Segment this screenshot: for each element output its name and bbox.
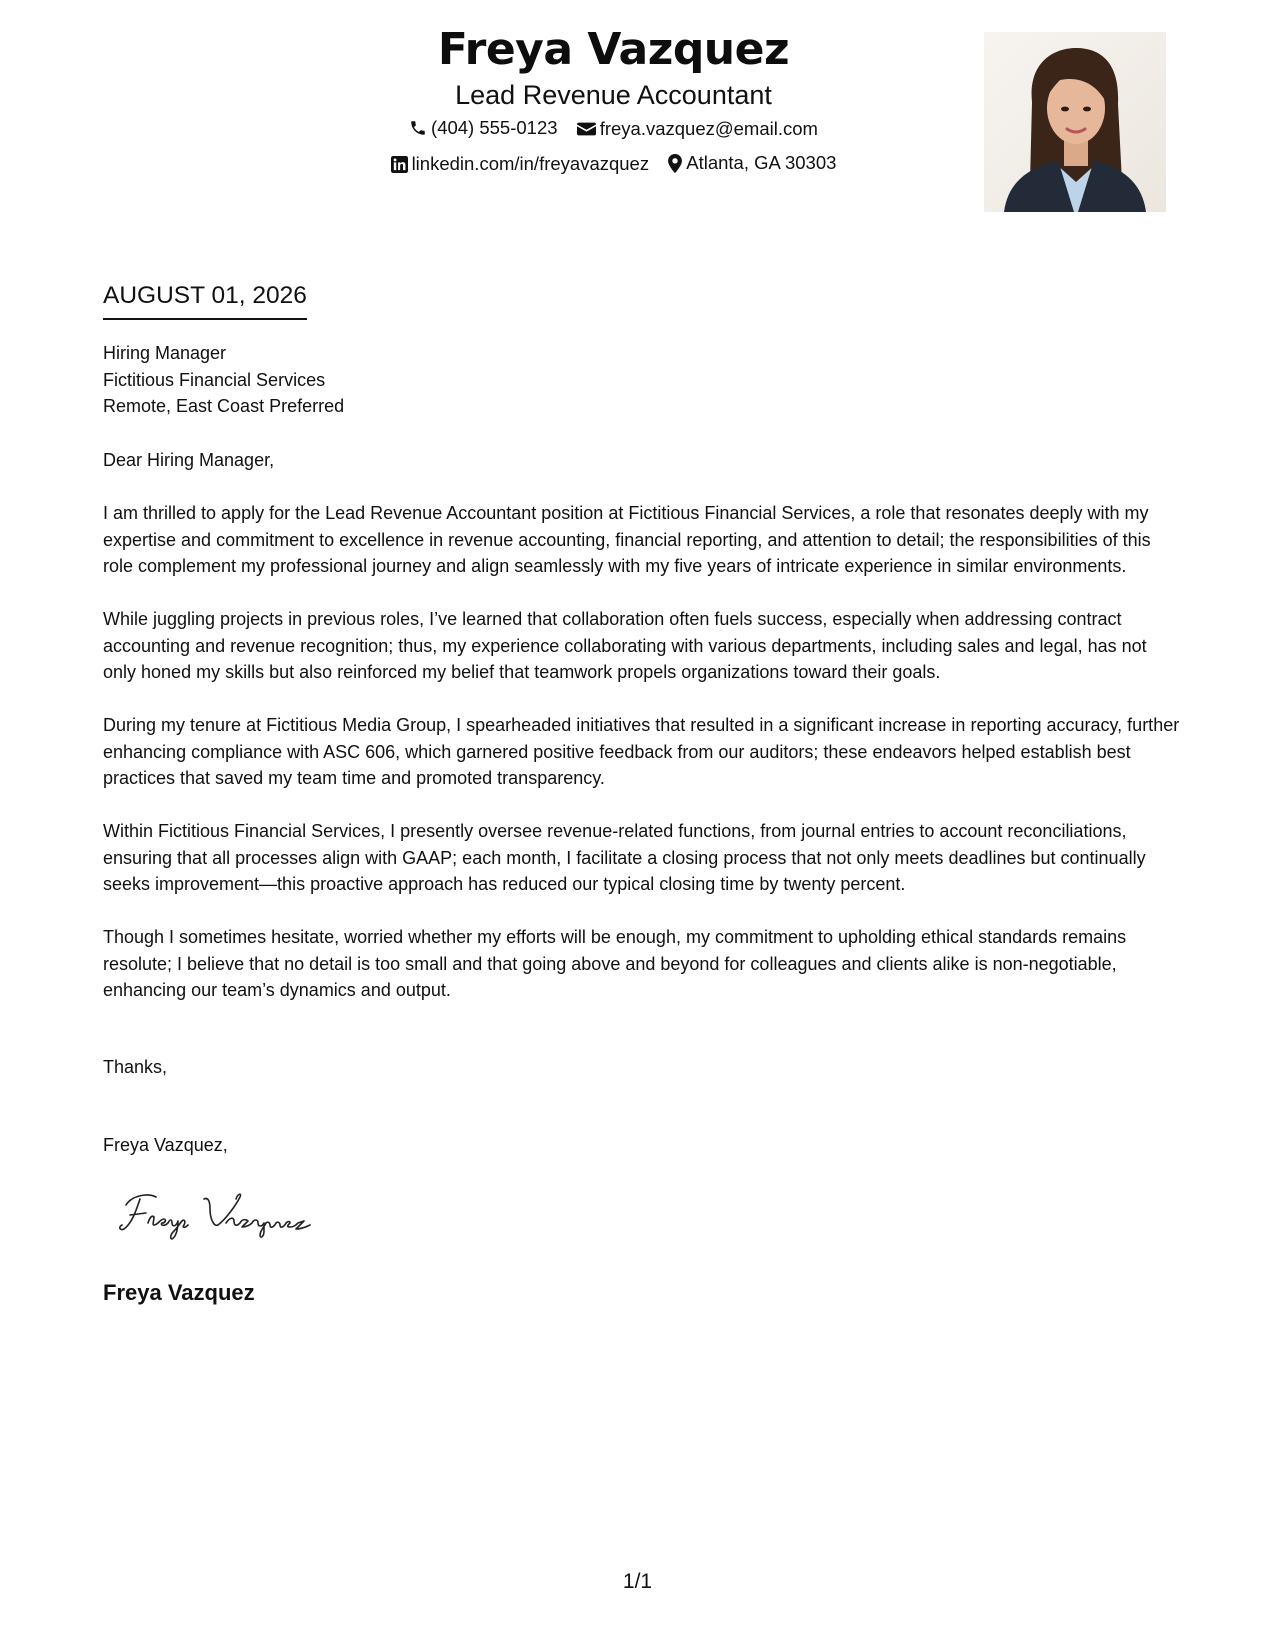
job-title: Lead Revenue Accountant xyxy=(455,80,772,110)
signoff-name: Freya Vazquez, xyxy=(103,1135,228,1155)
location-text: Atlanta, GA 30303 xyxy=(686,152,837,173)
letter-body xyxy=(103,500,1183,1030)
linkedin-url[interactable]: linkedin.com/in/freyavazquez xyxy=(411,153,650,174)
envelope-icon xyxy=(577,121,596,137)
recipient-name: Hiring Manager xyxy=(103,343,227,363)
body-paragraph: While juggling projects in previous roles, I’ve learned that collaboration often fuels success, especially when addressing contract accounting and revenue recognition; thus, my experience collaborating with various departments, including sales and legal, has not only honed my skills but also reinforced my belief that teamwork propels organizations toward their goals. xyxy=(103,609,1147,682)
body-paragraph: During my tenure at Fictitious Media Group, I spearheaded initiatives that resulted in a significant increase in reporting accuracy, further enhancing compliance with ASC 606, which garnered positive feedback from our auditors; these endeavors helped establish best practices that saved my team time and promoted transparency. xyxy=(103,715,1180,788)
map-pin-icon xyxy=(668,154,682,173)
signed-name: Freya Vazquez xyxy=(103,1280,255,1305)
applicant-name: Freya Vazquez xyxy=(437,24,790,75)
phone-icon xyxy=(409,119,427,137)
linkedin-icon xyxy=(391,156,408,173)
body-paragraph: Within Fictitious Financial Services, I presently oversee revenue-related functions, from journal entries to account reconciliations, ensuring that all processes align with GAAP; each month, I facilitate a closing process that not only meets deadlines but continually seeks improvement—this proactive approach has reduced our typical closing time by twenty percent. xyxy=(103,821,1146,894)
body-paragraph: I am thrilled to apply for the Lead Revenue Accountant position at Fictitious Financial Services, a role that resonates deeply with my expertise and commitment to excellence in revenue accounting, financial reporting, and attention to detail; the responsibilities of this role complement my professional journey and align seamlessly with my five years of intricate experience in similar environments. xyxy=(103,503,1151,576)
email-address[interactable]: freya.vazquez@email.com xyxy=(599,118,818,139)
handwritten-signature xyxy=(118,1185,358,1243)
salutation: Dear Hiring Manager, xyxy=(103,450,275,470)
location-contact xyxy=(668,147,836,179)
page-number: 1/1 xyxy=(622,1570,653,1593)
closing: Thanks, xyxy=(103,1057,168,1077)
phone-number: (404) 555-0123 xyxy=(431,117,558,138)
recipient-block xyxy=(103,340,344,420)
letter-date: AUGUST 01, 2026 xyxy=(103,280,307,320)
email-contact[interactable] xyxy=(577,113,818,145)
phone-contact xyxy=(409,112,558,144)
linkedin-contact[interactable] xyxy=(391,148,650,180)
recipient-company: Fictitious Financial Services xyxy=(103,369,326,390)
body-paragraph: Though I sometimes hesitate, worried whether my efforts will be enough, my commitment to upholding ethical standards remains resolute; I believe that no detail is too small and that going above and beyond for colleagues and clients alike is non-negotiable, enhancing our team’s dynamics and output. xyxy=(103,927,1127,1000)
profile-photo xyxy=(984,32,1166,212)
recipient-location: Remote, East Coast Preferred xyxy=(103,396,345,416)
